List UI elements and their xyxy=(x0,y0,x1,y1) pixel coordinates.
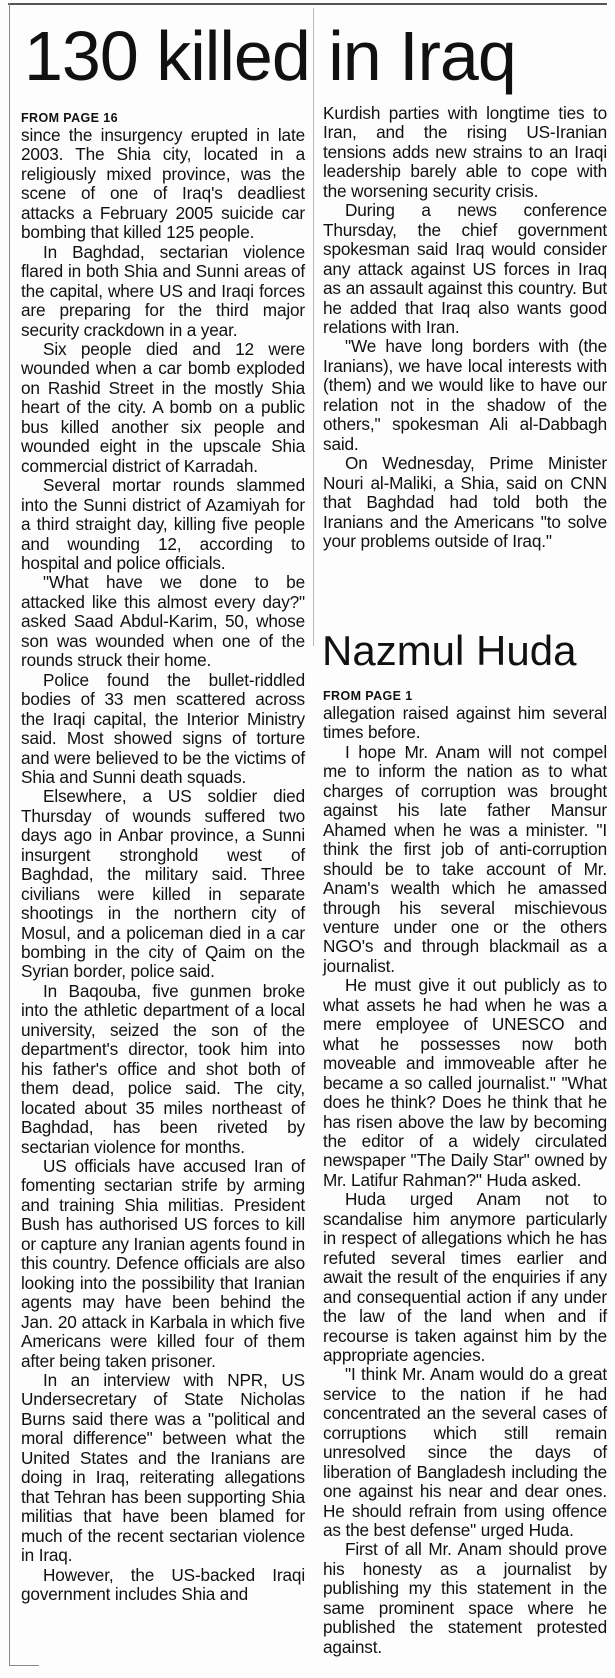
article-paragraph: First of all Mr. Anam should prove his honesty as a journalist by publishing my this statement in the same prominent space where he published the statement protested against. xyxy=(323,1539,607,1657)
continuation-kicker: FROM PAGE 1 xyxy=(323,689,413,703)
article-paragraph: Huda urged Anam not to scandalise him anymore particularly in respect of allegations which he has refuted several times earlier and await the result of the enquiries if any and consequential action if any under the law of the land when and if recourse is taken against him by the appropriate agencies. xyxy=(323,1189,607,1365)
article-paragraph: On Wednesday, Prime Minister Nouri al-Maliki, a Shia, said on CNN that Baghdad had told both the Iranians and the Americans "to solve your problems outside of Iraq." xyxy=(323,453,607,551)
article-headline: 130 killed in Iraq xyxy=(24,17,516,95)
top-rule xyxy=(8,3,607,5)
article-paragraph: Six people died and 12 were wounded when a car bomb exploded on Rashid Street in the mostly Shia heart of the city. A bomb on a public bus killed another six people and wounded eight in the upscale Shia commercial district of Karradah. xyxy=(21,338,305,476)
article-paragraph: Elsewhere, a US soldier died Thursday of wounds suffered two days ago in Anbar province, a Sunni insurgent stronghold west of Baghdad, the military said. Three civilians were killed in separate shootings in the northern city of Mosul, and a policeman died in a car bombing in the city of Qaim on the Syrian border, police said. xyxy=(21,786,305,982)
article-paragraph: Kurdish parties with longtime ties to Iran, and the rising US-Iranian tensions adds new strains to an Iraqi leadership barely able to cope with the worsening security crisis. xyxy=(323,103,607,201)
article-paragraph: However, the US-backed Iraqi government includes Shia and xyxy=(21,1564,305,1604)
article-paragraph: Several mortar rounds slammed into the Sunni district of Azamiyah for a third straight day, killing five people and wounding 12, according to hospital and police officials. xyxy=(21,475,305,573)
continuation-kicker: FROM PAGE 16 xyxy=(21,111,118,125)
article-paragraph: In Baqouba, five gunmen broke into the athletic department of a local university, seized the son of the department's director, took him into his father's office and shot both of them dead, police said. The city, located about 35 miles northeast of Baghdad, has been riveted by sectarian violence for months. xyxy=(21,980,305,1157)
article-paragraph: allegation raised against him several times before. xyxy=(323,703,607,743)
article-paragraph: since the insurgency erupted in late 2003. The Shia city, located in a religiously mixed province, was the scene of one of Iraq's deadliest attacks a February 2005 suicide car bombing that killed 125 people. xyxy=(21,125,305,243)
article-paragraph: I hope Mr. Anam will not compel me to inform the nation as to what charges of corruption was brought against his late father Mansur Ahamed when he was a minister. "I think the first job of anti-corruption should be to take account of Mr. Anam's wealth which he amassed through his several mischievous venture under one or the others NGO's and through blackmail as a journalist. xyxy=(323,741,607,976)
article-paragraph: US officials have accused Iran of fomenting sectarian strife by arming and training Shia militias. President Bush has authorised US forces to kill or capture any Iranian agents found in this country. Defence officials are also looking into the possibility that Iranian agents may have been behind the Jan. 20 attack in Karbala in which five Americans were killed four of them after being taken prisoner. xyxy=(21,1156,305,1371)
bottom-rule xyxy=(9,1665,39,1666)
article-column-1 xyxy=(21,110,305,1604)
article-paragraph: "What have we done to be attacked like this almost every day?" asked Saad Abdul-Karim, 50, whose son was wounded when one of the rounds struck their home. xyxy=(21,572,305,671)
article-paragraph: "I think Mr. Anam would do a great service to the nation if he had concentrated an the several cases of corruptions which still remain unresolved since the days of liberation of Bangladesh including the one against his near and dear ones. He should refrain from using offence as the best defense" urged Huda. xyxy=(323,1364,607,1541)
article-paragraph: He must give it out publicly as to what assets he had when he was a mere employee of UNESCO and what he possesses now both moveable and immoveable after he became a so called journalist." "What does he think? Does he think that he has risen above the law by becoming the editor of a widely circulated newspaper "The Daily Star" owned by Mr. Latifur Rahman?" Huda asked. xyxy=(323,975,607,1190)
article-paragraph: In an interview with NPR, US Undersecretary of State Nicholas Burns said there was a "political and moral difference" between what the United States and the Iranians are doing in Iraq, reiterating allegations that Tehran has been supporting Shia militias that have been blamed for much of the recent sectarian violence in Iraq. xyxy=(21,1370,305,1566)
article-column-2 xyxy=(323,104,607,551)
article-paragraph: "We have long borders with (the Iranians), we have local interests with (them) and we would like to have our relation not in the shadow of the others," spokesman Ali al-Dabbagh said. xyxy=(323,336,607,454)
column-divider xyxy=(313,8,314,646)
second-article-column xyxy=(323,688,607,1657)
article-paragraph: Police found the bullet-riddled bodies of 33 men scattered across the Iraqi capital, the Interior Ministry said. Most showed signs of torture and were believed to be the victims of Shia and Sunni death squads. xyxy=(21,669,305,787)
left-rule xyxy=(9,3,10,1666)
article-paragraph: During a news conference Thursday, the chief government spokesman said Iraq would consider any attack against US forces in Iraq as an assault against this country. But he added that Iraq also wants good relations with Iran. xyxy=(323,200,607,337)
second-article-headline: Nazmul Huda xyxy=(322,627,577,674)
article-paragraph: In Baghdad, sectarian violence flared in both Shia and Sunni areas of the capital, where US and Iraqi forces are preparing for the third major security crackdown in a year. xyxy=(21,241,305,340)
